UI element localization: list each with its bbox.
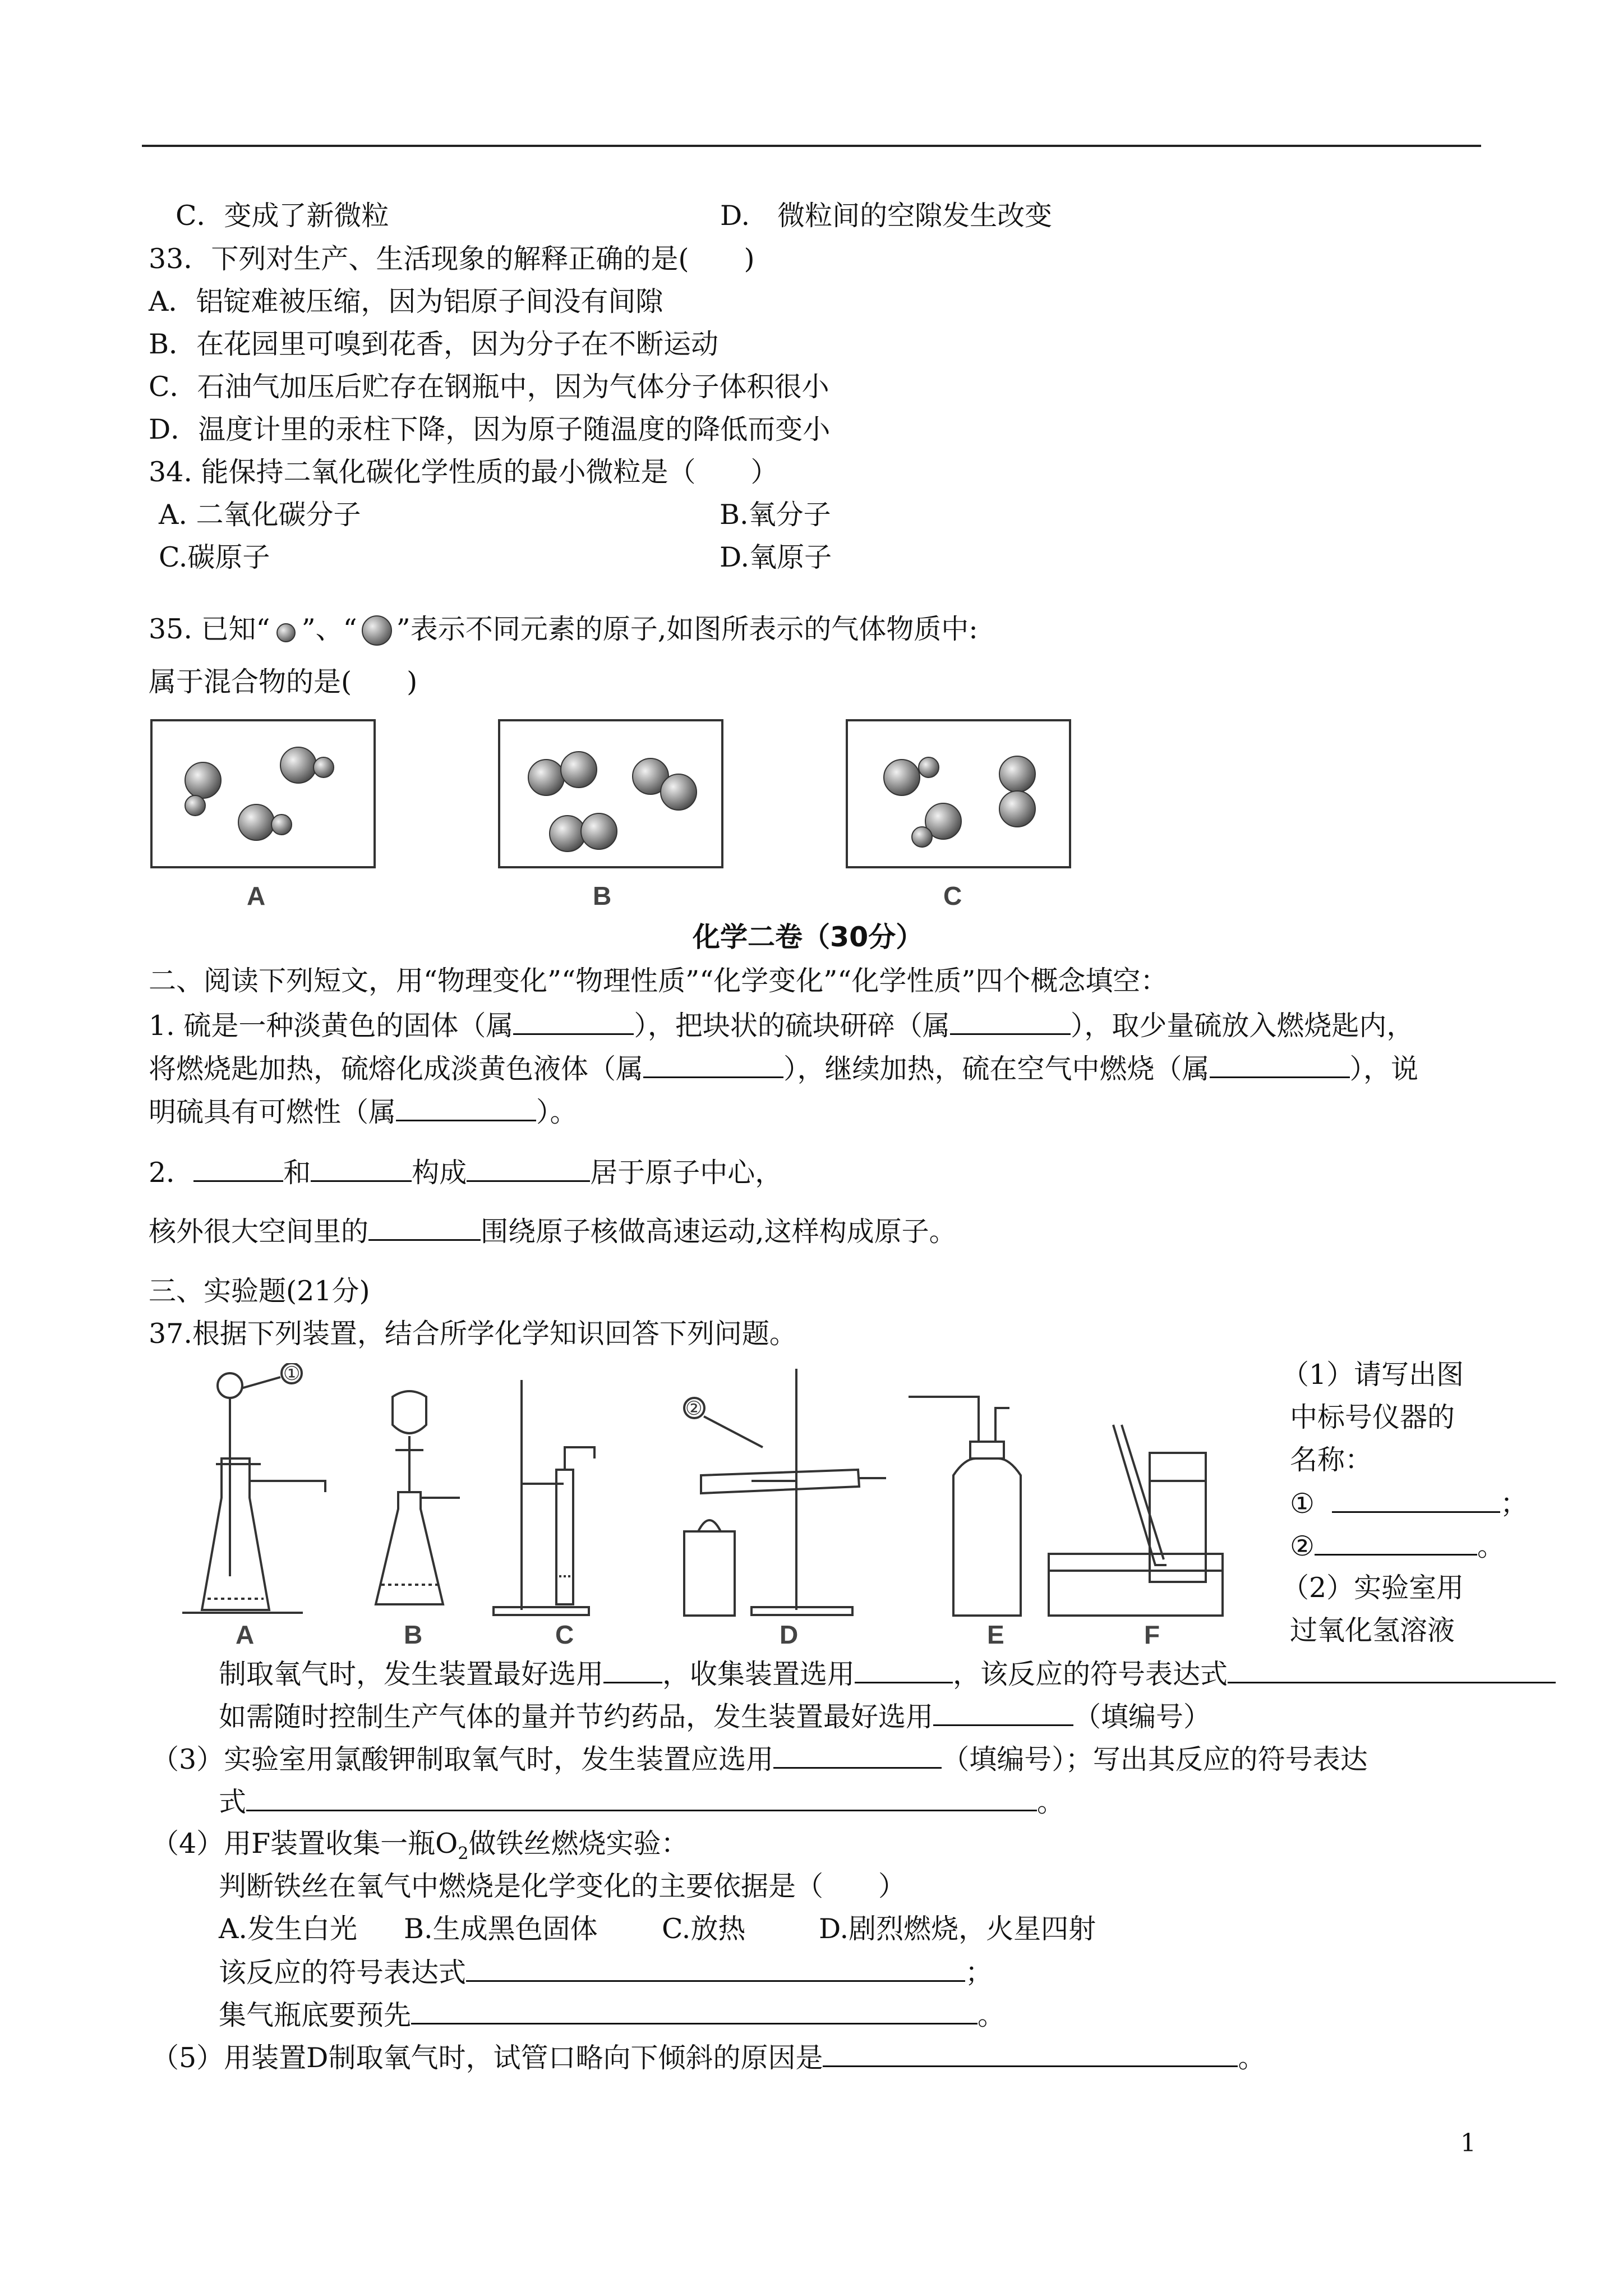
text-span: ），说 <box>1349 1053 1419 1085</box>
answer-blank[interactable] <box>467 1154 590 1182</box>
text-span: 如需随时控制生产气体的量并节约药品，发生装置最好选用 <box>219 1701 934 1733</box>
diagram-label-c: C <box>943 881 962 910</box>
q37-4-line1 <box>151 1826 688 1871</box>
large-atom-icon <box>357 615 396 648</box>
answer-blank[interactable] <box>311 1154 412 1182</box>
text-span: （填编号） <box>1073 1701 1211 1733</box>
lab-apparatus-figure <box>168 1363 1273 1649</box>
part2-instructions: 二、阅读下列短文，用“物理变化”“物理性质”“化学变化”“化学性质”四个概念填空： <box>149 965 1168 997</box>
apparatus-label-d: D <box>780 1620 799 1649</box>
q37-4-option-d: D.剧烈燃烧，火星四射 <box>819 1913 1096 1945</box>
apparatus-label-a: A <box>236 1620 255 1649</box>
part2-p1-line3 <box>149 1094 578 1130</box>
q35-line2: 属于混合物的是( ) <box>149 666 418 698</box>
text-span: 。 <box>978 1999 1006 2031</box>
q32-option-c: C．变成了新微粒 <box>176 200 389 232</box>
answer-blank[interactable] <box>1315 1528 1477 1556</box>
diagram-label-a: A <box>247 881 266 910</box>
q34-stem: 34. 能保持二氧化碳化学性质的最小微粒是（ ） <box>149 456 778 488</box>
answer-blank[interactable] <box>246 1784 1037 1811</box>
side-q1-line1: （1）请写出图 <box>1281 1359 1464 1391</box>
answer-blank[interactable] <box>411 1997 978 2024</box>
text-span: 围绕原子核做高速运动,这样构成原子。 <box>481 1216 957 1248</box>
apparatus-label-e: E <box>987 1620 1004 1649</box>
answer-blank[interactable] <box>933 1699 1073 1726</box>
apparatus-e <box>909 1397 1021 1616</box>
q34-option-d: D.氧原子 <box>720 541 832 573</box>
text-span: 构成 <box>412 1157 467 1189</box>
side-answer-1 <box>1290 1485 1528 1521</box>
apparatus-a <box>182 1363 325 1613</box>
q37-2-line1 <box>219 1656 1556 1692</box>
answer-blank[interactable] <box>1210 1051 1350 1078</box>
page-number: 1 <box>1460 2129 1476 2157</box>
text-span: （5）用装置D制取氧气时，试管口略向下倾斜的原因是 <box>151 2042 823 2074</box>
diagram-b-box <box>498 719 723 868</box>
answer-blank[interactable] <box>513 1007 634 1035</box>
text-span: 1. 硫是一种淡黄色的固体（属 <box>149 1010 514 1042</box>
text-span: ① <box>1290 1488 1315 1520</box>
part2-p2-line2 <box>149 1213 957 1249</box>
text-span: 核外很大空间里的 <box>149 1216 369 1248</box>
answer-blank[interactable] <box>1228 1656 1556 1683</box>
text-span: 集气瓶底要预先 <box>219 1999 412 2031</box>
molecule-diagram-b <box>500 721 721 866</box>
side-q1-line3: 名称： <box>1290 1444 1373 1476</box>
small-atom-icon <box>270 620 302 643</box>
molecule-diagram-a <box>153 721 374 866</box>
side-answer-2 <box>1290 1528 1505 1564</box>
q37-4-line2: 判断铁丝在氧气中燃烧是化学变化的主要依据是（ ） <box>219 1870 906 1902</box>
q37-4-line4 <box>219 1954 993 1990</box>
q35-stem-part: ”、“ <box>301 613 357 645</box>
text-span: （3）实验室用氯酸钾制取氧气时，发生装置应选用 <box>151 1743 774 1775</box>
text-span: ），取少量硫放入燃烧匙内， <box>1070 1010 1414 1042</box>
text-span: 。 <box>1477 1530 1505 1562</box>
text-span: 制取氧气时，发生装置最好选用 <box>219 1658 604 1690</box>
header-rule <box>142 145 1481 147</box>
text-span: 式 <box>219 1786 247 1818</box>
text-span: 2． <box>149 1157 194 1189</box>
text-span: ，该反应的符号表达式 <box>953 1658 1228 1690</box>
apparatus-f <box>1049 1425 1223 1616</box>
diagram-c-box <box>846 719 1071 868</box>
text-span: ； <box>965 1957 993 1989</box>
q37-4-option-a: A.发生白光 <box>219 1913 357 1945</box>
side-q2-line1: （2）实验室用 <box>1281 1572 1464 1604</box>
text-span: （填编号）；写出其反应的符号表达 <box>942 1743 1368 1775</box>
q37-5-line1 <box>151 2040 1265 2076</box>
q37-2-line2 <box>219 1699 1211 1734</box>
side-q2-line2: 过氧化氢溶液 <box>1290 1614 1455 1646</box>
apparatus-label-f: F <box>1144 1620 1160 1649</box>
answer-blank[interactable] <box>603 1656 662 1683</box>
text-span: ）。 <box>536 1096 578 1128</box>
apparatus-label-b: B <box>404 1620 423 1649</box>
part3-title: 三、实验题(21分) <box>149 1275 370 1307</box>
text-span: 明硫具有可燃性（属 <box>149 1096 396 1128</box>
q34-option-a: A. 二氧化碳分子 <box>159 499 361 531</box>
side-q1-line2: 中标号仪器的 <box>1290 1401 1455 1433</box>
text-span: 居于原子中心， <box>590 1157 783 1189</box>
q37-4-line5 <box>219 1997 1005 2033</box>
text-span: ），把块状的硫块研碎（属 <box>634 1010 950 1042</box>
instrument-mark-2: ② <box>685 1397 703 1420</box>
apparatus-label-c: C <box>555 1620 574 1649</box>
text-span: 将燃烧匙加热，硫熔化成淡黄色液体（属 <box>149 1053 644 1085</box>
answer-blank[interactable] <box>1332 1485 1500 1513</box>
diagram-a-box <box>150 719 376 868</box>
q33-option-d: D．温度计里的汞柱下降，因为原子随温度的降低而变小 <box>149 413 831 445</box>
q34-option-b: B.氧分子 <box>720 499 831 531</box>
answer-blank[interactable] <box>643 1051 783 1078</box>
text-span: ② <box>1290 1530 1315 1562</box>
text-span: 做铁丝燃烧实验： <box>468 1828 689 1860</box>
answer-blank[interactable] <box>773 1741 942 1769</box>
q37-3-line1 <box>151 1741 1368 1777</box>
subscript-2: 2 <box>458 1843 469 1864</box>
text-span: 。 <box>1037 1786 1065 1818</box>
answer-blank[interactable] <box>950 1007 1071 1035</box>
q33-option-b: B．在花园里可嗅到花香，因为分子在不断运动 <box>149 328 719 360</box>
text-span: ），继续加热，硫在空气中燃烧（属 <box>783 1053 1210 1085</box>
q33-option-a: A．铝锭难被压缩，因为铝原子间没有间隙 <box>149 286 663 318</box>
text-span: 。 <box>1238 2042 1266 2074</box>
molecule-diagram-c <box>848 721 1069 866</box>
answer-blank[interactable] <box>823 2040 1238 2067</box>
q33-option-c: C．石油气加压后贮存在钢瓶中，因为气体分子体积很小 <box>149 371 829 403</box>
part2-title: 化学二卷（30分） <box>693 921 924 953</box>
text-span: 和 <box>283 1157 311 1189</box>
apparatus-b <box>376 1391 460 1604</box>
diagram-label-b: B <box>593 881 612 910</box>
q37-4-option-c: C.放热 <box>662 1913 746 1945</box>
q35-stem-part: ”表示不同元素的原子,如图所表示的气体物质中: <box>396 613 978 645</box>
apparatus-d <box>684 1369 886 1616</box>
answer-blank[interactable] <box>466 1954 965 1982</box>
q37-stem: 37.根据下列装置，结合所学化学知识回答下列问题。 <box>149 1318 797 1350</box>
text-span: ； <box>1500 1488 1528 1520</box>
part2-p1-line2 <box>149 1051 1418 1087</box>
q34-option-c: C.碳原子 <box>159 541 270 573</box>
q33-stem: 33．下列对生产、生活现象的解释正确的是( ) <box>149 243 755 275</box>
q35-stem <box>149 612 978 648</box>
instrument-mark-1: ① <box>283 1363 301 1385</box>
q35-stem-part: 35. 已知“ <box>149 613 270 645</box>
q32-option-d: D. 微粒间的空隙发生改变 <box>720 200 1053 232</box>
answer-blank[interactable] <box>396 1094 536 1121</box>
text-span: ，收集装置选用 <box>662 1658 855 1690</box>
part2-p2-line1 <box>149 1154 782 1190</box>
text-span: 该反应的符号表达式 <box>219 1957 467 1989</box>
answer-blank[interactable] <box>855 1656 953 1683</box>
text-span: （4）用F装置收集一瓶O <box>151 1828 458 1860</box>
answer-blank[interactable] <box>193 1154 283 1182</box>
answer-blank[interactable] <box>368 1213 481 1241</box>
q37-4-option-b: B.生成黑色固体 <box>404 1913 598 1945</box>
apparatus-c <box>494 1380 594 1615</box>
q37-3-line2 <box>219 1784 1064 1820</box>
part2-p1-line1 <box>149 1007 1414 1043</box>
